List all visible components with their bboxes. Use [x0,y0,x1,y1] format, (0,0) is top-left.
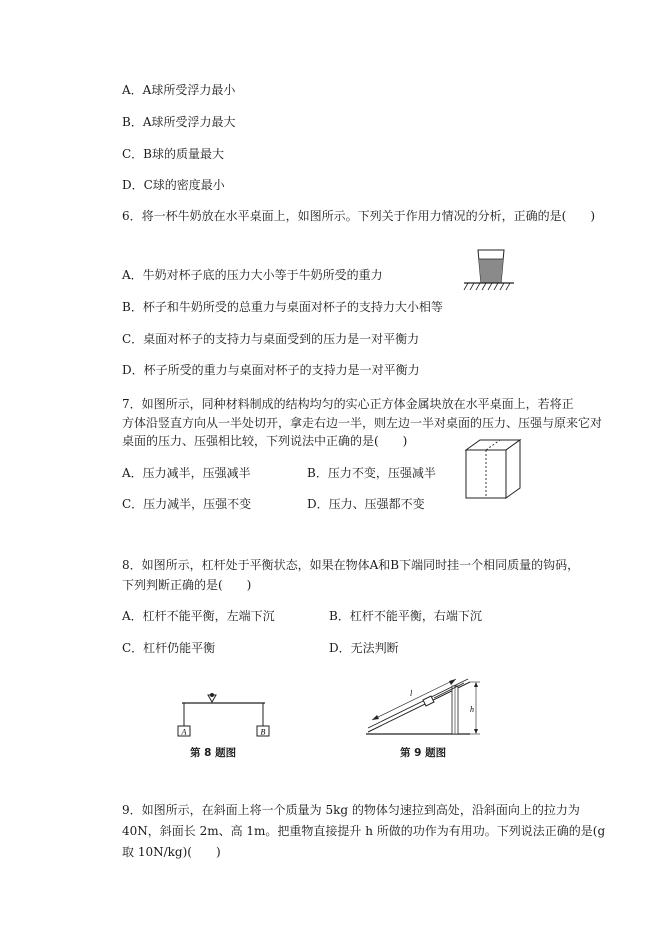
q9-stem-line-3: 取 10N/kg)( ) [122,845,221,859]
q6-option-b: B．杯子和牛奶所受的总重力与桌面对杯子的支持力大小相等 [122,300,443,314]
incline-label-h: h [470,705,474,714]
figure-9-caption: 第 9 题图 [400,747,447,759]
lever-label-b: B [260,727,266,737]
q5-option-b: B．A球所受浮力最大 [122,115,236,129]
q6-option-c: C．桌面对杯子的支持力与桌面受到的压力是一对平衡力 [122,332,420,346]
lever-figure [172,686,272,740]
q6-option-d: D．杯子所受的重力与桌面对杯子的支持力是一对平衡力 [122,363,420,377]
q9-stem-line-1: 9．如图所示，在斜面上将一个质量为 5kg 的物体匀速拉到高处，沿斜面向上的拉力为 [122,803,580,817]
q7-option-c: C．压力减半，压强不变 [122,497,252,511]
q5-option-a: A．A球所受浮力最小 [122,83,236,97]
figure-8-caption: 第 8 题图 [190,747,237,759]
q7-option-b: B．压力不变，压强减半 [307,466,436,480]
q7-option-d: D．压力、压强都不变 [307,497,425,511]
q7-stem-line-3: 桌面的压力、压强相比较，下列说法中正确的是( ) [122,434,408,448]
q5-option-c: C．B球的质量最大 [122,147,225,161]
milk-cup-figure [460,245,520,301]
incline-figure [360,670,486,742]
q6-option-a: A．牛奶对杯子底的压力大小等于牛奶所受的重力 [122,268,383,282]
q9-stem-line-2: 40N，斜面长 2m、高 1m。把重物直接提升 h 所做的功作为有用功。下列说法正确的是(g [122,824,606,838]
q5-option-d: D．C球的密度最小 [122,178,225,192]
lever-label-a: A [181,727,187,737]
q8-option-b: B．杠杆不能平衡，右端下沉 [329,609,482,623]
cube-figure [462,432,524,504]
q8-stem-line-1: 8．如图所示，杠杆处于平衡状态，如果在物体A和B下端同时挂一个相同质量的钩码， [122,558,580,572]
incline-label-l: l [410,689,413,698]
q8-stem-line-2: 下列判断正确的是( ) [122,578,252,592]
q8-option-a: A．杠杆不能平衡，左端下沉 [122,609,275,623]
q7-stem-line-2: 方体沿竖直方向从一半处切开，拿走右边一半，则左边一半对桌面的压力、压强与原来它对 [122,416,603,430]
q7-stem-line-1: 7．如图所示，同种材料制成的结构均匀的实心正方体金属块放在水平桌面上，若将正 [122,397,574,411]
q8-option-c: C．杠杆仍能平衡 [122,641,216,655]
q7-option-a: A．压力减半，压强减半 [122,466,251,480]
q6-stem: 6．将一杯牛奶放在水平桌面上，如图所示。下列关于作用力情况的分析，正确的是( ) [122,209,596,223]
q8-option-d: D．无法判断 [329,641,399,655]
